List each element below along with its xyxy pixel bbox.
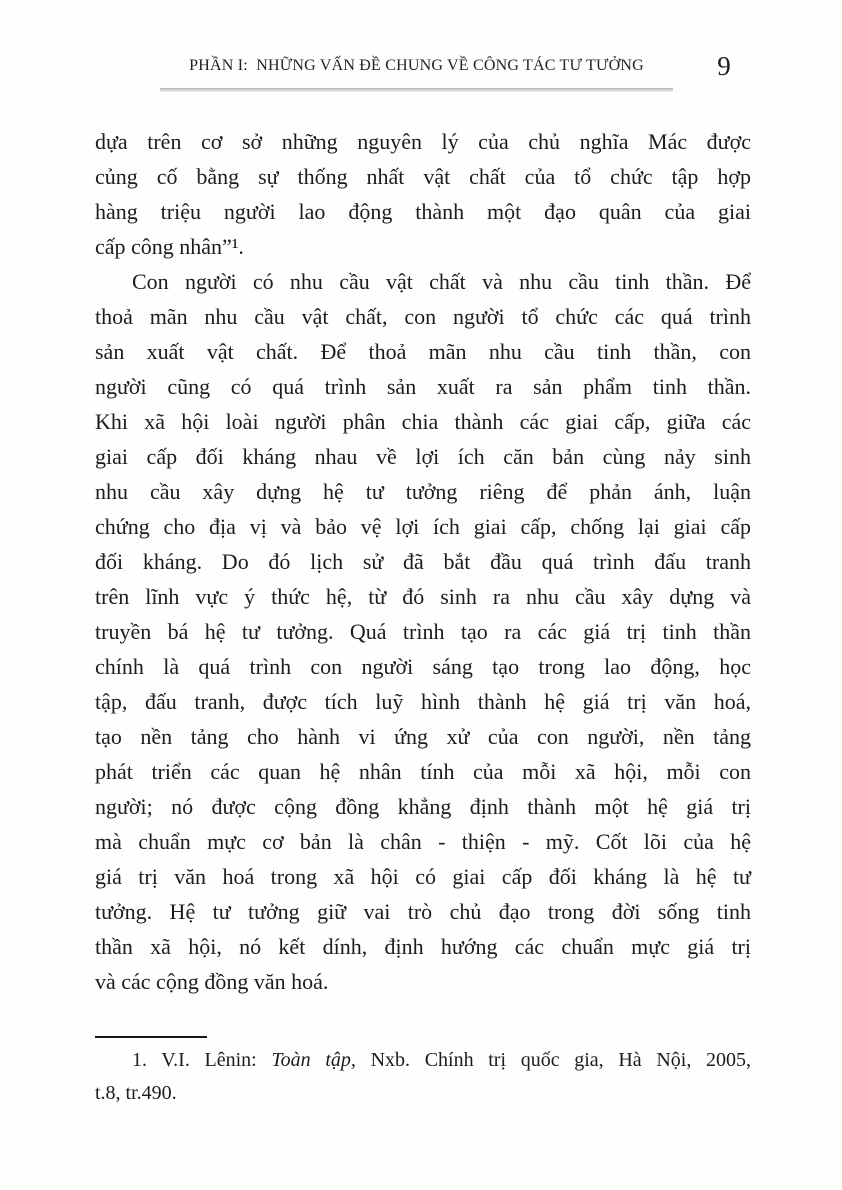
footnote-work-title: Toàn tập,: [271, 1049, 356, 1071]
text-line: truyền bá hệ tư tưởng. Quá trình tạo ra các giá trị tinh thần: [95, 619, 751, 644]
text-line: người cũng có quá trình sản xuất ra sản phẩm tinh thần.: [95, 374, 751, 399]
page-number: 9: [717, 51, 731, 81]
paragraph-continuation: [95, 124, 751, 264]
text-line: sản xuất vật chất. Để thoả mãn nhu cầu tinh thần, con: [95, 339, 751, 364]
header-rule: [160, 88, 673, 92]
text-line: nhu cầu xây dựng hệ tư tưởng riêng để phản ánh, luận: [95, 479, 751, 504]
text-line: hàng triệu người lao động thành một đạo quân của giai: [95, 199, 751, 224]
text-line: tập, đấu tranh, được tích luỹ hình thành hệ giá trị văn hoá,: [95, 689, 751, 714]
text-line: củng cố bằng sự thống nhất vật chất của tổ chức tập hợp: [95, 164, 751, 189]
footnote-citation-line-1: [95, 1044, 751, 1077]
text-line: chứng cho địa vị và bảo vệ lợi ích giai cấp, chống lại giai cấp: [95, 514, 751, 539]
footnote-separator: [95, 1036, 207, 1038]
text-line: thoả mãn nhu cầu vật chất, con người tổ chức các quá trình: [95, 304, 751, 329]
footnote-citation-prefix: 1. V.I. Lênin:: [132, 1049, 272, 1071]
text-line: và các cộng đồng văn hoá.: [95, 969, 329, 994]
text-line: đối kháng. Do đó lịch sử đã bắt đầu quá trình đấu tranh: [95, 549, 751, 574]
paragraph-2: [95, 264, 751, 999]
text-line: người; nó được cộng đồng khẳng định thành một hệ giá trị: [95, 794, 751, 819]
text-line: tưởng. Hệ tư tưởng giữ vai trò chủ đạo trong đời sống tinh: [95, 899, 751, 924]
page-body: [95, 124, 751, 999]
text-line: chính là quá trình con người sáng tạo trong lao động, học: [95, 654, 751, 679]
text-line: dựa trên cơ sở những nguyên lý của chủ nghĩa Mác được: [95, 129, 751, 154]
text-line: trên lĩnh vực ý thức hệ, từ đó sinh ra nhu cầu xây dựng và: [95, 584, 751, 609]
text-line: Khi xã hội loài người phân chia thành các giai cấp, giữa các: [95, 409, 751, 434]
running-head-title: PHẦN I: NHỮNG VẤN ĐỀ CHUNG VỀ CÔNG TÁC TƯ TƯỞNG: [189, 57, 644, 74]
text-line: cấp công nhân”¹.: [95, 234, 244, 259]
footnote-citation-suffix: Nxb. Chính trị quốc gia, Hà Nội, 2005,: [355, 1049, 752, 1071]
text-line: phát triển các quan hệ nhân tính của mỗi xã hội, mỗi con: [95, 759, 751, 784]
footnote-block: [95, 1036, 751, 1110]
text-line: tạo nền tảng cho hành vi ứng xử của con người, nền tảng: [95, 724, 751, 749]
text-line: Con người có nhu cầu vật chất và nhu cầu tinh thần. Để: [132, 269, 751, 294]
text-line: giai cấp đối kháng nhau về lợi ích căn bản cùng nảy sinh: [95, 444, 751, 469]
footnote-citation-line-2: t.8, tr.490.: [95, 1082, 177, 1104]
text-line: giá trị văn hoá trong xã hội có giai cấp đối kháng là hệ tư: [95, 864, 751, 889]
text-line: thần xã hội, nó kết dính, định hướng các chuẩn mực giá trị: [95, 934, 751, 959]
text-line: mà chuẩn mực cơ bản là chân - thiện - mỹ. Cốt lõi của hệ: [95, 829, 751, 854]
